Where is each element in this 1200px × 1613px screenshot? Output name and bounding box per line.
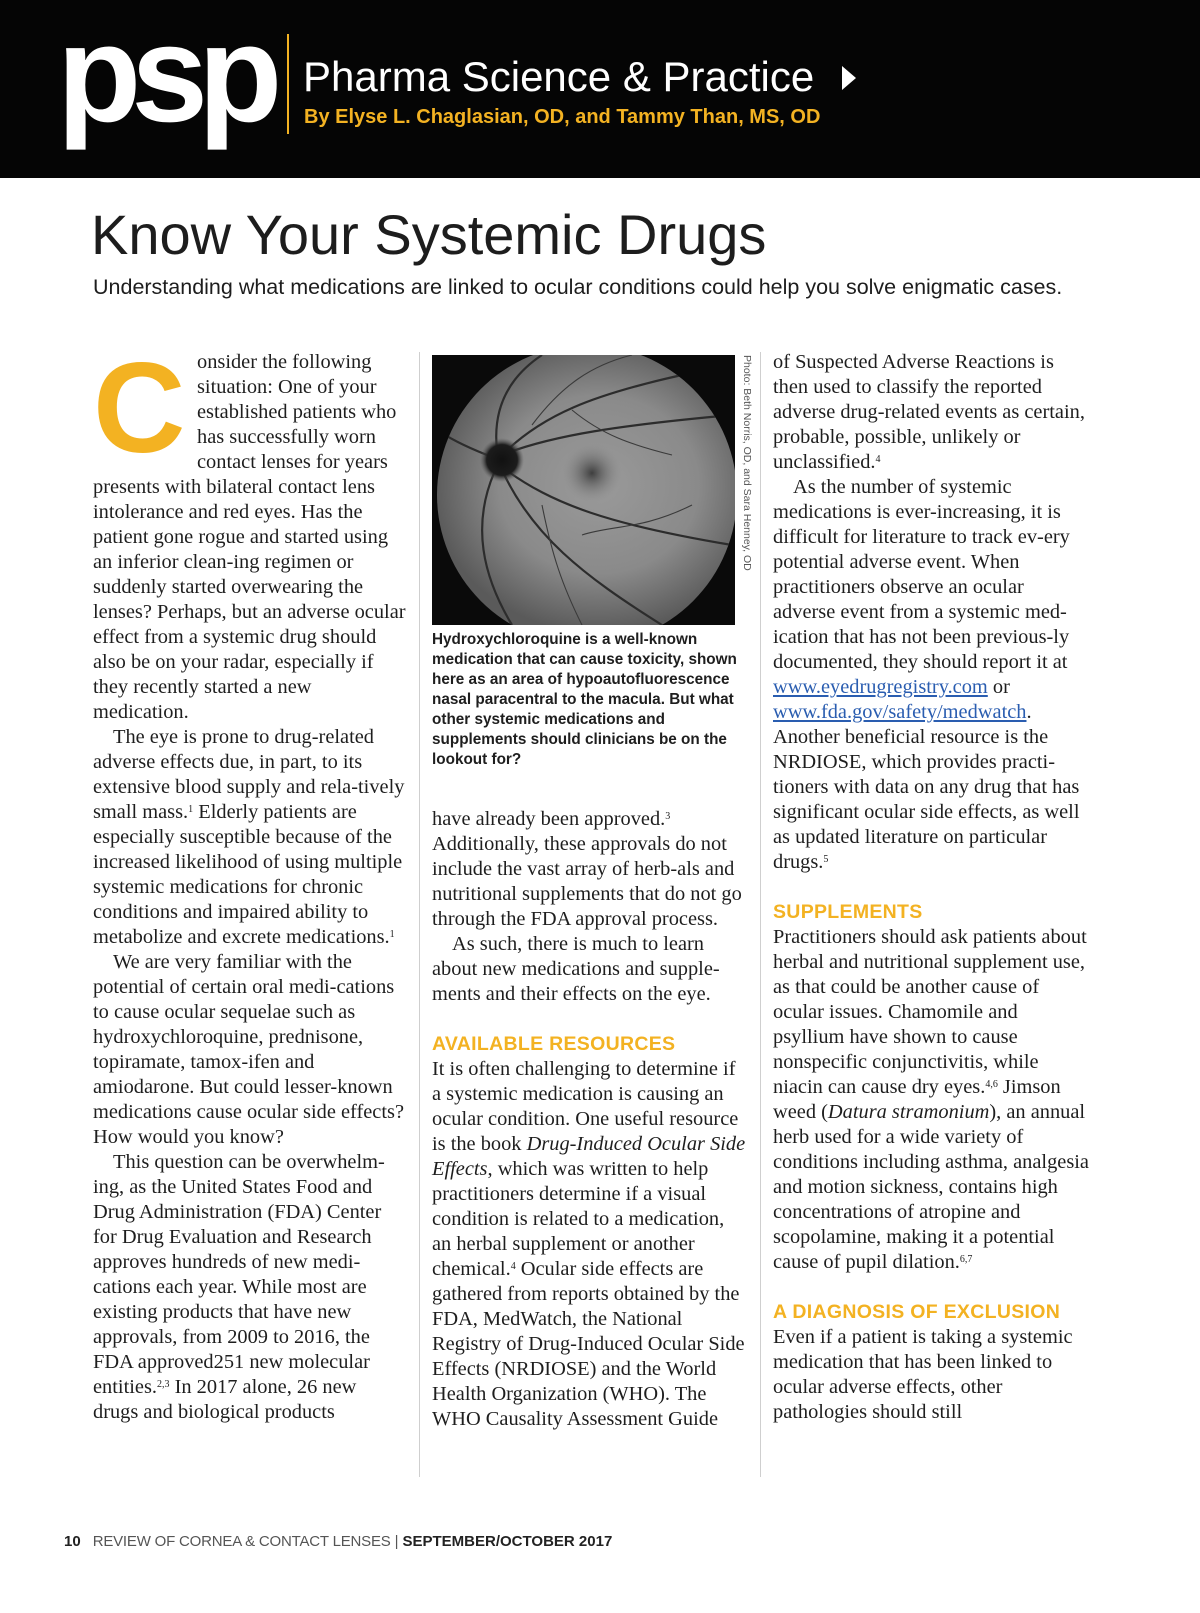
paragraph-text: As the number of systemic medications is ever-increasing, it is difficult for literature to track ev-ery potential adverse event. When practitioners observe an ocular adverse event from a systemic med-ication that has not been previous-ly documented, they should report it at xyxy=(773,476,1070,673)
column-1 xyxy=(93,337,406,1425)
retina-photo xyxy=(432,355,735,625)
reference-marker: 4 xyxy=(875,454,881,465)
book-title: Drug-Induced Ocular Side Effects xyxy=(432,1133,746,1180)
paragraph-text: Ocular side effects are gathered from reports obtained by the FDA, MedWatch, the National Registry of Drug-Induced Ocular Side Effects (NRDIOSE) and the World Health Organization (WHO). The WHO Causality Assessment Guide xyxy=(432,1258,745,1430)
paragraph: Even if a patient is taking a systemic medication that has been linked to ocular adverse effects, other pathologies should still xyxy=(773,1326,1073,1423)
reference-marker: 4,6 xyxy=(985,1079,998,1090)
reference-marker: 4 xyxy=(510,1261,516,1272)
reference-marker: 2,3 xyxy=(157,1379,170,1390)
paragraph xyxy=(773,350,1089,475)
paragraph xyxy=(93,725,406,950)
logo-divider xyxy=(287,34,289,134)
paragraph-text: Elderly patients are especially susceptible because of the increased likelihood of using multiple systemic medications for chronic conditions and impaired ability to metabolize and excrete medications. xyxy=(93,801,403,948)
paragraph-text: Jimson weed ( xyxy=(773,1076,1061,1123)
paragraph: As such, there is much to learn about new medications and supple-ments and their effects on the eye. xyxy=(432,933,720,1005)
paragraph-text: or xyxy=(987,676,1010,698)
column-divider xyxy=(419,352,420,1477)
subhead-supplements: SUPPLEMENTS xyxy=(773,901,923,923)
play-arrow-icon xyxy=(842,66,856,90)
subhead-available-resources: AVAILABLE RESOURCES xyxy=(432,1033,676,1055)
reference-marker: 1 xyxy=(188,804,194,815)
psp-logo: psp xyxy=(57,0,273,151)
paragraph-text: This question can be overwhelm-ing, as the United States Food and Drug Administration (FDA) Center for Drug Evaluation and Research approves hundreds of new medi-cations each year. While most are existing products that have new approvals, from 2009 to 2016, the FDA approved251 new molecular entities. xyxy=(93,1151,385,1398)
paragraph-text: , which was written to help practitioners determine if a visual condition is related to a medication, an herbal supplement or another chemical. xyxy=(432,1158,725,1280)
paragraph-text: of Suspected Adverse Reactions is then used to classify the reported adverse drug-related events as certain, probable, possible, unlikely or unclassified. xyxy=(773,351,1085,473)
photo-credit-text: Photo: Beth Norris, OD, and Sara Henney, OD xyxy=(741,355,753,571)
byline: By Elyse L. Chaglasian, OD, and Tammy Than, MS, OD xyxy=(304,106,821,128)
latin-name: Datura stramonium xyxy=(827,1101,990,1123)
header-banner xyxy=(0,0,1200,178)
reference-marker: 3 xyxy=(665,811,671,822)
paragraph xyxy=(93,1150,406,1425)
paragraph-text: ), an annual herb used for a wide variety of conditions including asthma, analgesia and motion sickness, contains high concentrations of atropine and scopolamine, making it a potential cause of pupil dilation. xyxy=(773,1101,1089,1273)
paragraph-text: have already been approved. xyxy=(432,808,666,830)
article-headline: Know Your Systemic Drugs xyxy=(91,203,767,266)
paragraph xyxy=(773,475,1089,875)
paragraph-text: Additionally, these approvals do not include the vast array of herb-als and nutritional supplements that do not go through the FDA approval process. xyxy=(432,833,742,930)
column-divider xyxy=(760,352,761,1477)
page-number: 10 xyxy=(64,1533,81,1550)
column-3 xyxy=(773,350,1089,1425)
link-eyedrugregistry[interactable]: www.eyedrugregistry.com xyxy=(773,676,988,698)
reference-marker: 6,7 xyxy=(959,1254,973,1265)
footer-separator: | xyxy=(394,1533,399,1550)
paragraph-text: . Another beneficial resource is the NRDIOSE, which provides practi-tioners with data on any drug that has significant ocular side effects, as well as updated literature on particular drugs. xyxy=(773,701,1080,873)
page-footer xyxy=(64,1533,612,1550)
issue-date: SEPTEMBER/OCTOBER 2017 xyxy=(402,1533,613,1550)
drop-cap: C xyxy=(93,337,186,480)
paragraph-text: onsider the following situation: One of your established patients who has successfully worn contact lenses for years presents with bilateral contact lens intolerance and red eyes. Has the patient gone rogue and started using an inferior clean-ing regimen or suddenly started overwearing the lenses? Perhaps, but an adverse ocular effect from a systemic drug should also be on your radar, especially if they recently started a new medication. xyxy=(93,351,406,723)
reference-marker: 5 xyxy=(823,854,829,865)
paragraph xyxy=(432,807,748,932)
paragraph-text: In 2017 alone, 26 new drugs and biological products xyxy=(93,1376,357,1423)
publication-name: REVIEW OF CORNEA & CONTACT LENSES xyxy=(92,1533,391,1550)
section-title: Pharma Science & Practice xyxy=(303,53,815,100)
reference-marker: 1 xyxy=(389,929,395,940)
paragraph-text: Practitioners should ask patients about herbal and nutritional supplement use, as that could be another cause of ocular issues. Chamomile and psyllium have shown to cause nonspecific conjunctivitis, while niacin can cause dry eyes. xyxy=(773,926,1087,1098)
column-2 xyxy=(432,807,748,1432)
paragraph xyxy=(773,925,1089,1275)
subhead-diagnosis-of-exclusion: A DIAGNOSIS OF EXCLUSION xyxy=(773,1301,1061,1323)
paragraph: We are very familiar with the potential of certain oral medi-cations to cause ocular sequelae such as hydroxychloroquine, prednisone, topiramate, tamox-ifen and amiodarone. But could lesser-known medications cause ocular side effects? How would you know? xyxy=(93,951,405,1148)
paragraph xyxy=(93,337,406,725)
figure-caption: Hydroxychloroquine is a well-known medication that can cause toxicity, shown here as an area of hypoautofluorescence nasal paracentral to the macula. But what other systemic medications and supplements should clinicians be on the lookout for? xyxy=(432,631,737,768)
photo-credit xyxy=(740,355,754,605)
paragraph-text: The eye is prone to drug-related adverse effects due, in part, to its extensive blood supply and rela-tively small mass. xyxy=(93,726,405,823)
paragraph-text: It is often challenging to determine if a systemic medication is causing an ocular condition. One useful resource is the book xyxy=(432,1058,739,1155)
paragraph xyxy=(432,1057,748,1432)
article-dek: Understanding what medications are linked to ocular conditions could help you solve enigmatic cases. xyxy=(93,275,1063,299)
link-fda-medwatch[interactable]: www.fda.gov/safety/medwatch xyxy=(773,701,1027,723)
